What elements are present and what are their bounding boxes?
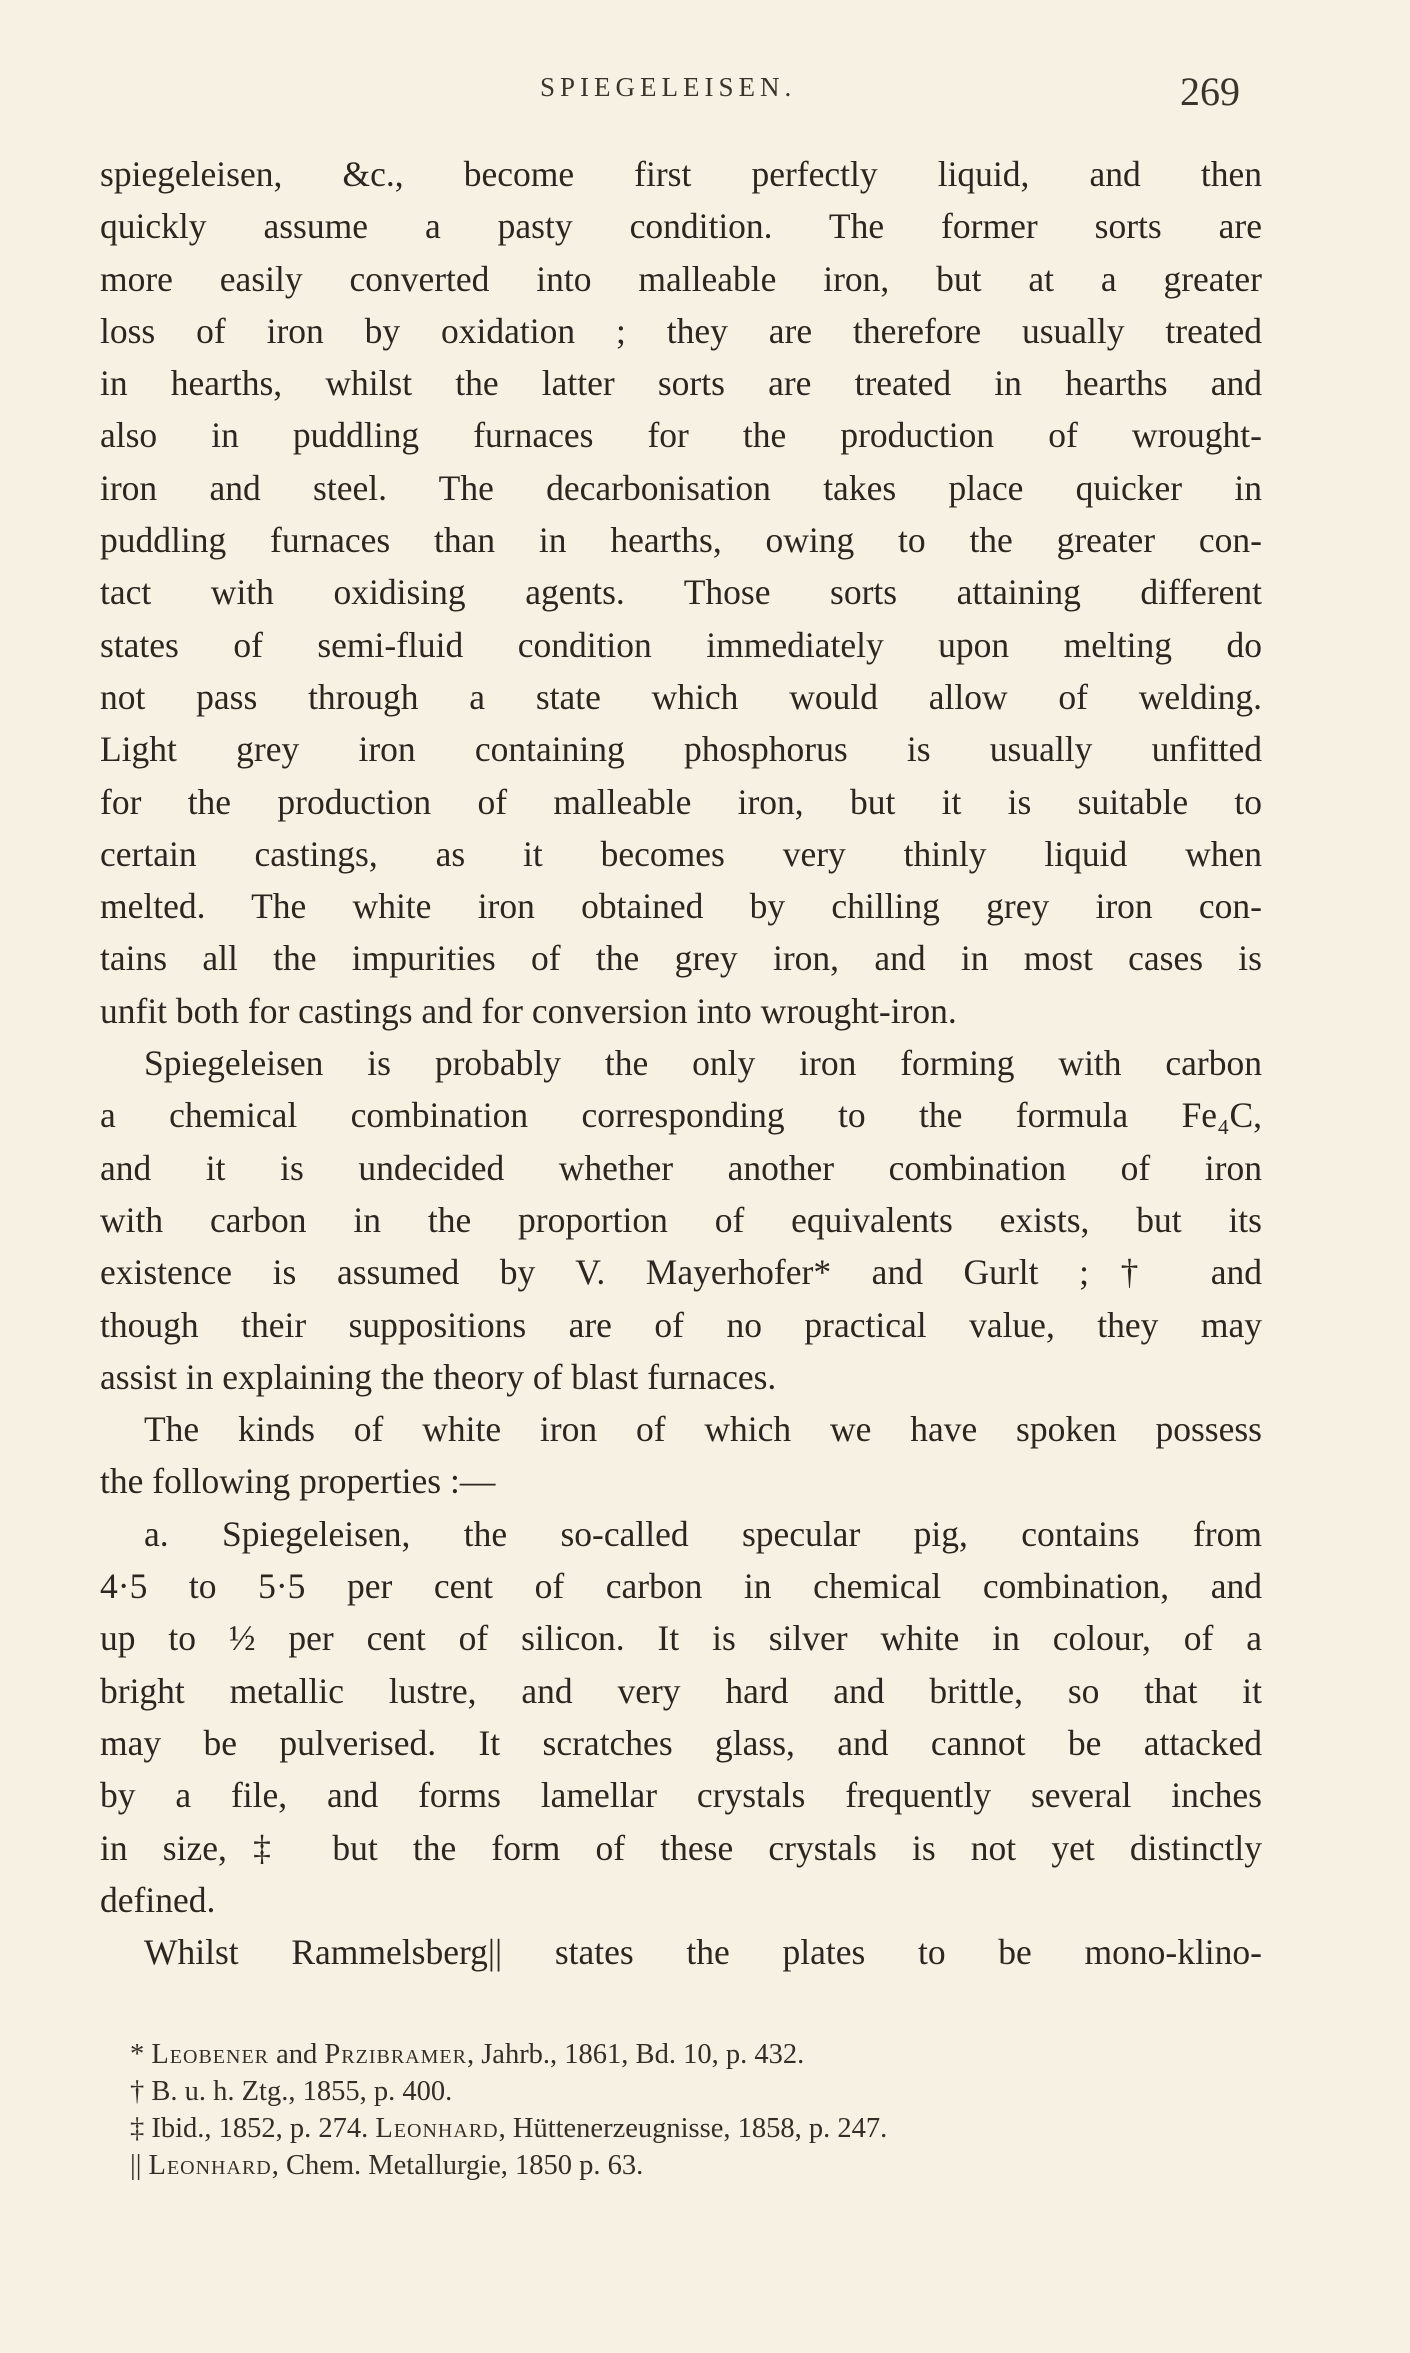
text-line: Light grey iron containing phosphorus is usually unfitted	[100, 729, 1262, 770]
text-line: existence is assumed by V. Mayerhofer* and Gurlt ;† and	[100, 1252, 1262, 1293]
text-line: and it is undecided whether another combination of iron	[100, 1147, 1262, 1188]
running-head	[0, 69, 1410, 122]
text-line: tact with oxidising agents. Those sorts attaining different	[100, 572, 1262, 613]
text-line: more easily converted into malleable iron, but at a greater	[100, 258, 1262, 299]
footnote	[130, 2110, 1230, 2147]
text-line: a chemical combination corresponding to the formula Fe₄C,	[100, 1095, 1262, 1136]
footnote-mark: ‡	[130, 2113, 145, 2144]
footnote	[130, 2036, 1230, 2073]
footnote-text: , Hüttenerzeugnisse, 1858, p. 247.	[498, 2113, 888, 2144]
text-line: states of semi-fluid condition immediately upon melting do	[100, 624, 1262, 665]
text-line: quickly assume a pasty condition. The former sorts are	[100, 206, 1262, 247]
footnote-mark: †	[130, 2076, 145, 2107]
paragraph-start: The kinds of white iron of which we have spoken possess	[144, 1409, 1262, 1450]
paragraph-start: a. Spiegeleisen, the so-called specular pig, contains from	[144, 1513, 1262, 1554]
text-line: spiegeleisen, &c., become first perfectly liquid, and then	[100, 154, 1262, 194]
footnote-author: Leobener	[151, 2039, 270, 2070]
running-title: SPIEGELEISEN.	[540, 72, 797, 102]
footnote	[130, 2073, 1230, 2110]
text-line: in hearths, whilst the latter sorts are treated in hearths and	[100, 363, 1262, 404]
text-line: up to ½ per cent of silicon. It is silver white in colour, of a	[100, 1618, 1262, 1659]
footnote-author: Leonhard	[148, 2150, 272, 2181]
text-line: assist in explaining the theory of blast furnaces.	[100, 1356, 777, 1397]
text-line: with carbon in the proportion of equivalents exists, but its	[100, 1199, 1262, 1240]
footnote-mark: *	[130, 2039, 145, 2070]
footnote-text: , Chem. Metallurgie, 1850 p. 63.	[271, 2150, 644, 2181]
footnote-author: Przibramer	[324, 2039, 467, 2070]
text-line: puddling furnaces than in hearths, owing to the greater con-	[100, 520, 1262, 561]
text-line: for the production of malleable iron, but it is suitable to	[100, 781, 1262, 822]
text-line: also in puddling furnaces for the production of wrought-	[100, 415, 1262, 456]
page-number: 269	[1180, 69, 1240, 114]
body-text	[100, 148, 1262, 1978]
text-line: unfit both for castings and for conversion into wrought-iron.	[100, 990, 957, 1031]
text-line: in size,‡ but the form of these crystals is not yet distinctly	[100, 1827, 1262, 1868]
footnote	[130, 2147, 1230, 2184]
footnotes	[130, 2036, 1230, 2184]
footnote-author: Leonhard	[375, 2113, 499, 2144]
text-line: not pass through a state which would allow of welding.	[100, 676, 1262, 717]
text-line: iron and steel. The decarbonisation takes place quicker in	[100, 467, 1262, 508]
text-line: loss of iron by oxidation ; they are therefore usually treated	[100, 310, 1262, 351]
footnote-text: and	[269, 2039, 325, 2070]
text-line: certain castings, as it becomes very thinly liquid when	[100, 833, 1262, 874]
text-line: the following properties :—	[100, 1461, 496, 1502]
text-line: may be pulverised. It scratches glass, and cannot be attacked	[100, 1722, 1262, 1763]
text-line: though their suppositions are of no practical value, they may	[100, 1304, 1262, 1345]
text-line: defined.	[100, 1879, 216, 1920]
text-line: 4·5 to 5·5 per cent of carbon in chemical combination, and	[100, 1566, 1262, 1607]
footnote-text: Ibid., 1852, p. 274.	[151, 2113, 376, 2144]
paragraph-start: Spiegeleisen is probably the only iron forming with carbon	[144, 1043, 1262, 1084]
footnote-text: B. u. h. Ztg., 1855, p. 400.	[151, 2076, 453, 2107]
text-line: bright metallic lustre, and very hard and brittle, so that it	[100, 1670, 1262, 1711]
text-line: melted. The white iron obtained by chilling grey iron con-	[100, 886, 1262, 927]
text-line: by a file, and forms lamellar crystals frequently several inches	[100, 1775, 1262, 1816]
footnote-text: , Jahrb., 1861, Bd. 10, p. 432.	[466, 2039, 805, 2070]
footnote-mark: ||	[130, 2150, 142, 2181]
text-line: tains all the impurities of the grey iron, and in most cases is	[100, 938, 1262, 979]
paragraph-start: Whilst Rammelsberg|| states the plates to be mono-klino-	[144, 1932, 1262, 1973]
